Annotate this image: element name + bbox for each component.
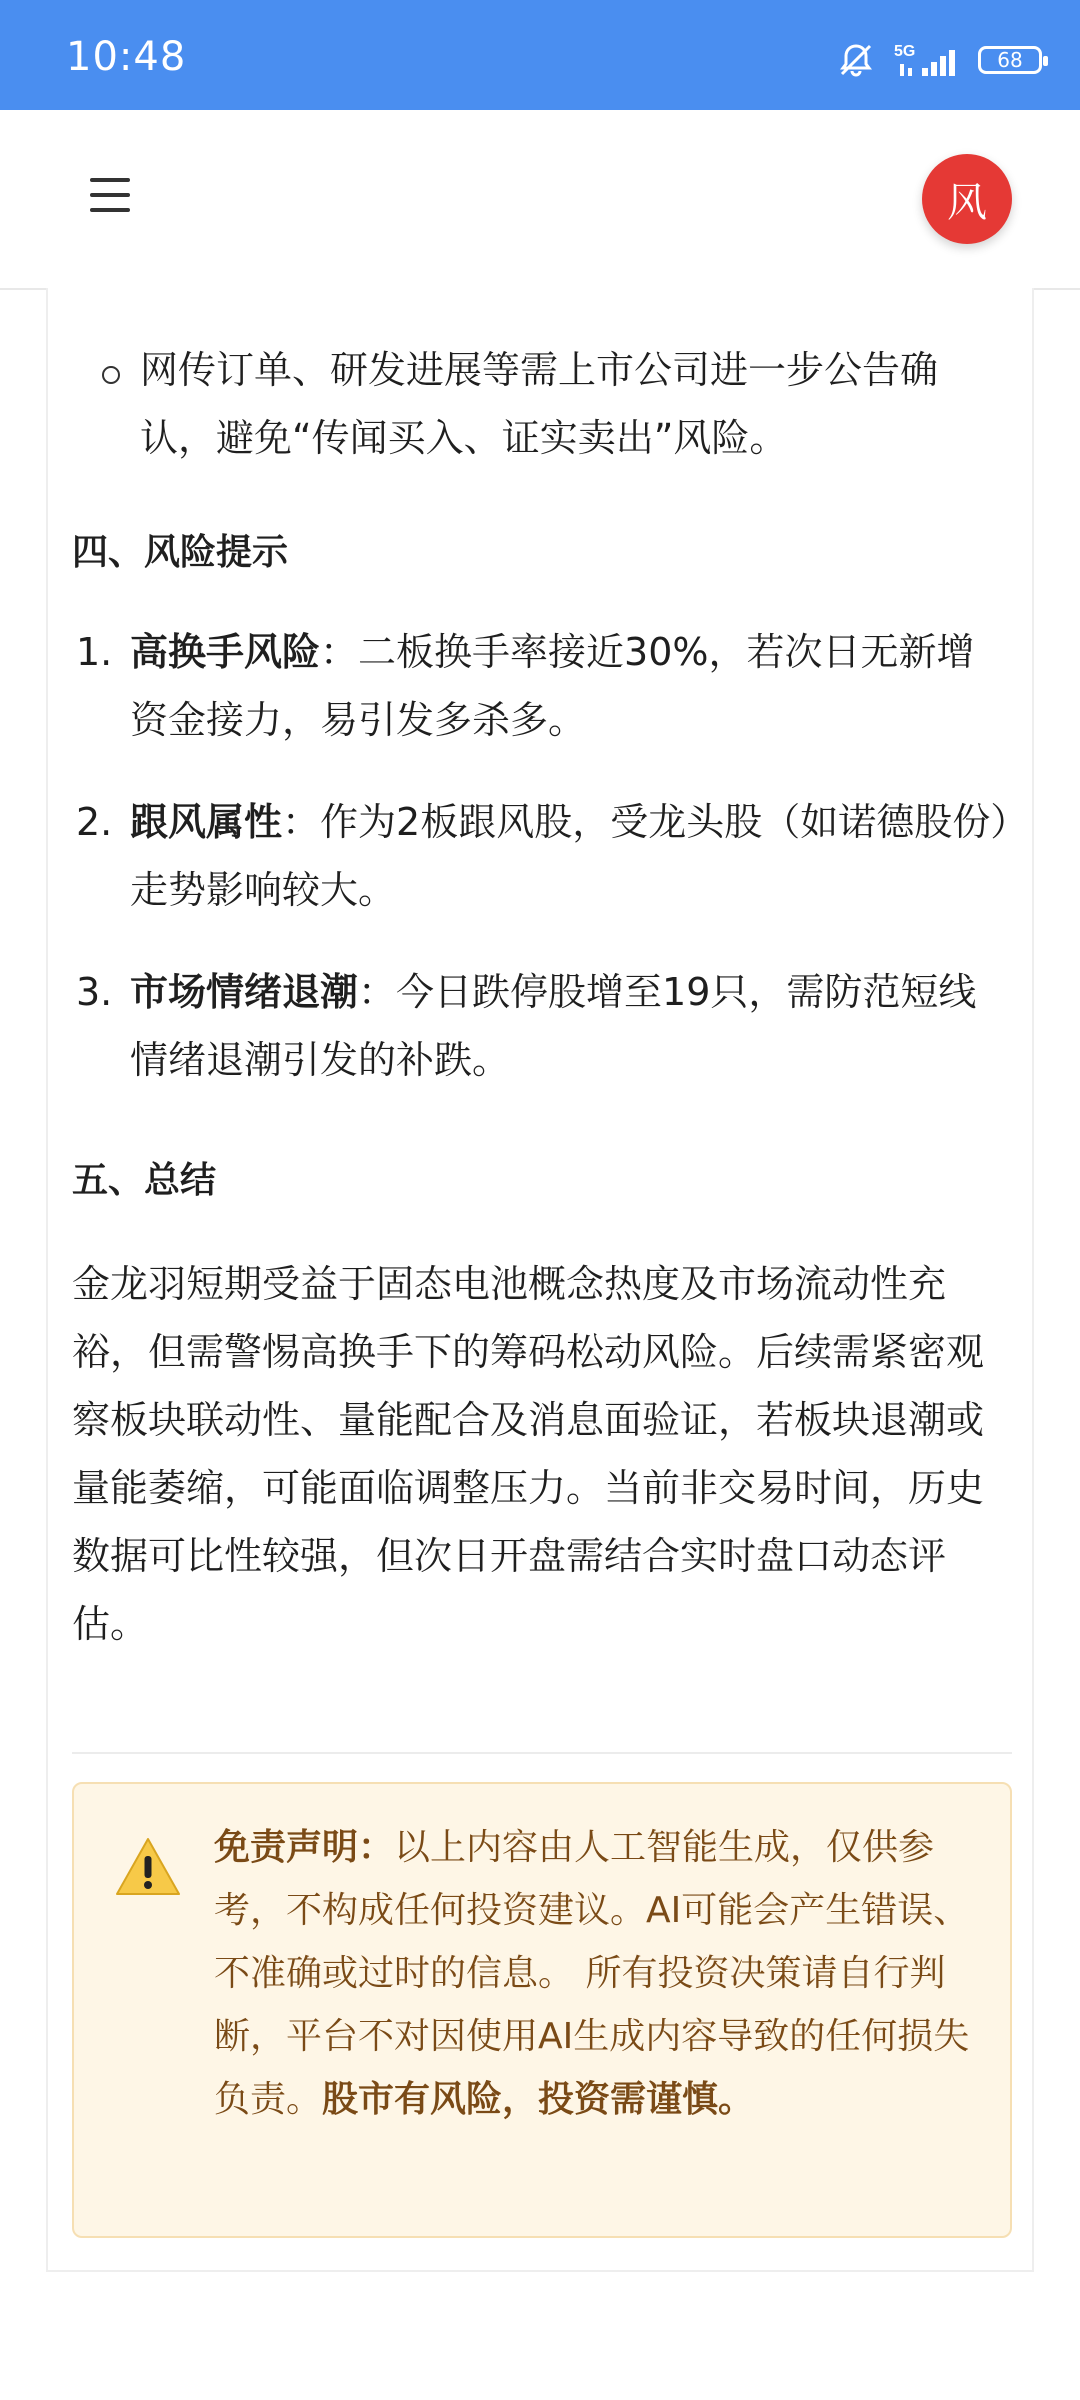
battery-icon — [978, 46, 1042, 74]
risk-title: 市场情绪退潮 — [130, 970, 359, 1014]
signal-icon — [892, 40, 962, 80]
disclaimer-emphasis: 股市有风险，投资需谨慎。 — [322, 2079, 755, 2120]
bell-off-icon — [836, 40, 876, 80]
summary-paragraph: 金龙羽短期受益于固态电池概念热度及市场流动性充裕，但需警惕高换手下的筹码松动风险。后续需紧密观察板块联动性、量能配合及消息面验证，若板块退潮或量能萎缩，可能面临调整压力。当前非交易时间，历史数据可比性较强，但次日开盘需结合实时盘口动态评估。 — [72, 1262, 985, 1646]
disclaimer-box — [72, 1782, 1012, 2238]
content-card — [46, 288, 1034, 2272]
svg-text:5G: 5G — [894, 43, 916, 60]
status-icons — [836, 40, 1042, 80]
section-title-summary: 五、总结 — [72, 1160, 217, 1201]
risk-number: 2. — [76, 800, 113, 844]
status-time: 10:48 — [66, 34, 187, 80]
section-title-risk: 四、风险提示 — [72, 532, 289, 573]
avatar[interactable]: 风 — [922, 154, 1012, 244]
disclaimer-label: 免责声明： — [214, 1827, 395, 1868]
risk-number: 3. — [76, 970, 113, 1014]
risk-text: ：今日跌停股增至19只，需防范短线情绪退潮引发的补跌。 — [130, 970, 977, 1082]
risk-item — [72, 618, 1012, 754]
risk-item — [72, 958, 1012, 1094]
divider — [72, 1752, 1012, 1754]
bullet-circle-icon — [102, 366, 120, 384]
risk-text: ：作为2板跟风股，受龙头股（如诺德股份）走势影响较大。 — [130, 800, 1010, 912]
app-header — [0, 110, 1080, 290]
battery-level: 68 — [997, 48, 1023, 72]
risk-list — [72, 618, 1012, 1128]
risk-number: 1. — [76, 630, 113, 674]
menu-icon[interactable] — [90, 178, 130, 212]
risk-title: 高换手风险 — [130, 630, 321, 674]
warning-icon — [114, 1836, 182, 1902]
sub-bullet-item — [140, 336, 990, 472]
status-bar — [0, 0, 1080, 110]
risk-item — [72, 788, 1012, 924]
risk-title: 跟风属性 — [130, 800, 283, 844]
disclaimer-body: 以上内容由人工智能生成，仅供参考，不构成任何投资建议。AI可能会产生错误、不准确或过时的信息。 所有投资决策请自行判断，平台不对因使用AI生成内容导致的任何损失负责。 — [214, 1827, 970, 2120]
risk-text: ：二板换手率接近30%，若次日无新增资金接力，易引发多杀多。 — [130, 630, 975, 742]
disclaimer-text — [214, 1816, 974, 2131]
sub-bullet-text: 网传订单、研发进展等需上市公司进一步公告确认，避免“传闻买入、证实卖出”风险。 — [140, 348, 939, 460]
